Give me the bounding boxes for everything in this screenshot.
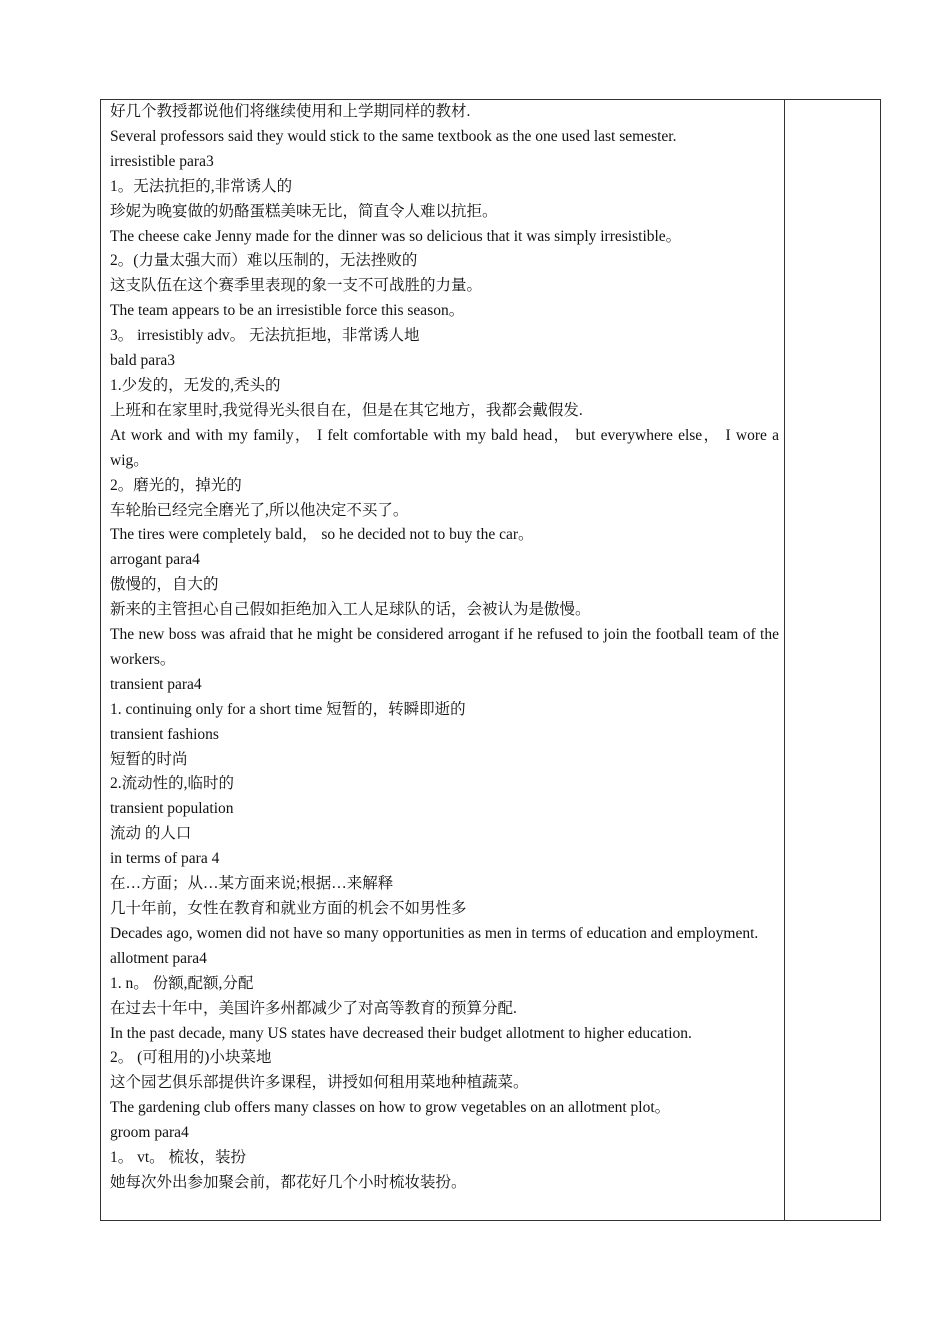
text-line: bald para3 [110, 352, 175, 370]
text-line: 1。 vt。 梳妆，装扮 [110, 1149, 247, 1167]
text-line: arrogant para4 [110, 551, 200, 569]
notes-cell [785, 100, 880, 1220]
text-line: 1.少发的，无发的,秃头的 [110, 376, 281, 394]
text-line: 在过去十年中，美国许多州都减少了对高等教育的预算分配. [110, 999, 517, 1017]
text-line: in terms of para 4 [110, 850, 220, 868]
text-line: 珍妮为晚宴做的奶酪蛋糕美味无比，简直令人难以抗拒。 [110, 202, 498, 220]
text-line: 这支队伍在这个赛季里表现的象一支不可战胜的力量。 [110, 277, 483, 295]
text-line: Several professors said they would stick to the same textbook as the one used last semester. [110, 127, 677, 145]
text-line: 1. continuing only for a short time 短暂的，转瞬即逝的 [110, 700, 466, 718]
text-line: 1。无法抗拒的,非常诱人的 [110, 177, 293, 195]
text-line: The tires were completely bald， so he decided not to buy the car。 [110, 526, 534, 544]
text-line: 在…方面；从…某方面来说;根据…来解释 [110, 875, 394, 893]
text-line: 这个园艺俱乐部提供许多课程，讲授如何租用菜地种植蔬菜。 [110, 1074, 529, 1092]
text-line: groom para4 [110, 1124, 189, 1142]
text-line: The team appears to be an irresistible force this season。 [110, 302, 465, 320]
text-paragraph: Decades ago, women did not have so many opportunities as men in terms of education and employment. [110, 924, 759, 942]
text-line: 新来的主管担心自己假如拒绝加入工人足球队的话，会被认为是傲慢。 [110, 601, 591, 619]
text-line: allotment para4 [110, 949, 207, 967]
text-line: 傲慢的，自大的 [110, 576, 219, 594]
text-paragraph: The new boss was afraid that he might be considered arrogant if he refused to join the football team of the workers。 [110, 626, 779, 668]
text-line: irresistible para3 [110, 152, 214, 170]
text-line: The gardening club offers many classes on how to grow vegetables on an allotment plot。 [110, 1099, 671, 1117]
content-cell [101, 100, 785, 1220]
text-line: transient para4 [110, 675, 202, 693]
text-line: In the past decade, many US states have decreased their budget allotment to higher education. [110, 1024, 692, 1042]
text-line: 2.流动性的,临时的 [110, 775, 235, 793]
text-line: transient population [110, 800, 234, 818]
document-table [100, 99, 881, 1221]
text-line: 上班和在家里时,我觉得光头很自在，但是在其它地方，我都会戴假发. [110, 401, 583, 419]
text-line: 车轮胎已经完全磨光了,所以他决定不买了。 [110, 501, 409, 519]
text-line: 几十年前，女性在教育和就业方面的机会不如男性多 [110, 900, 467, 917]
text-line: 流动 的人口 [110, 825, 192, 843]
text-paragraph: At work and with my family， I felt comfortable with my bald head， but everywhere else， I wore a wig。 [110, 426, 779, 469]
text-line: The cheese cake Jenny made for the dinner was so delicious that it was simply irresistible。 [110, 227, 682, 245]
text-line: 2。 (可租用的)小块菜地 [110, 1049, 272, 1067]
text-line: 她每次外出参加聚会前，都花好几个小时梳妆装扮。 [110, 1173, 467, 1191]
text-line: transient fashions [110, 725, 219, 743]
text-line: 2。磨光的，掉光的 [110, 476, 242, 494]
text-line: 2。(力量太强大而）难以压制的，无法挫败的 [110, 252, 418, 270]
text-line: 1. n。 份额,配额,分配 [110, 974, 254, 992]
text-line: 短暂的时尚 [110, 750, 188, 768]
text-line: 3。 irresistibly adv。 无法抗拒地，非常诱人地 [110, 327, 420, 345]
text-line: 好几个教授都说他们将继续使用和上学期同样的教材. [110, 103, 471, 120]
